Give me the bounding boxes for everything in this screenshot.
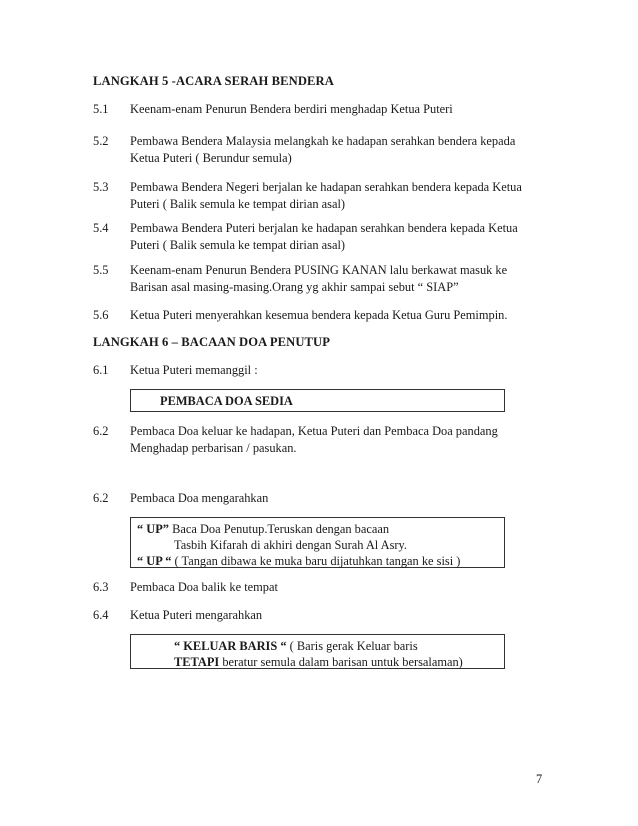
page-number: 7 — [536, 772, 543, 786]
command-line-3 — [137, 553, 504, 569]
item-number: 5.3 — [93, 180, 109, 194]
item-number: 6.2 — [93, 424, 109, 438]
section-heading-langkah-5: LANGKAH 5 -ACARA SERAH BENDERA — [93, 74, 334, 88]
item-number: 5.2 — [93, 134, 109, 148]
command-line-1 — [174, 638, 504, 654]
item-text: Pembaca Doa mengarahkan — [130, 491, 269, 505]
item-line-2: Barisan asal masing-masing.Orang yg akhir sampai sebut “ SIAP” — [130, 280, 459, 294]
command-box-pembaca-doa — [130, 389, 505, 412]
command-box-keluar-baris — [130, 634, 505, 669]
item-line-1: Pembawa Bendera Malaysia melangkah ke hadapan serahkan bendera kepada — [130, 134, 516, 148]
item-number: 5.1 — [93, 102, 109, 116]
item-number: 6.4 — [93, 608, 109, 622]
item-text: Ketua Puteri memanggil : — [130, 363, 258, 377]
command-up-label-2: “ UP “ — [137, 554, 172, 568]
item-line-2: Puteri ( Balik semula ke tempat dirian asal) — [130, 238, 346, 252]
command-box-up — [130, 517, 505, 568]
item-number: 5.6 — [93, 308, 109, 322]
item-line-2: Puteri ( Balik semula ke tempat dirian asal) — [130, 197, 346, 211]
command-text: PEMBACA DOA SEDIA — [160, 394, 293, 408]
item-number: 6.1 — [93, 363, 109, 377]
command-up-text-2: ( Tangan dibawa ke muka baru dijatuhkan tangan ke sisi ) — [171, 554, 461, 568]
item-line-1: Pembaca Doa keluar ke hadapan, Ketua Puteri dan Pembaca Doa pandang — [130, 424, 498, 438]
item-text: Pembaca Doa balik ke tempat — [130, 580, 278, 594]
item-text — [130, 179, 550, 213]
command-up-text: Baca Doa Penutup.Teruskan dengan bacaan — [169, 522, 390, 536]
item-number: 6.2 — [93, 491, 109, 505]
command-up-label: “ UP” — [137, 522, 170, 536]
item-number: 5.5 — [93, 263, 109, 277]
command-keluar-label: “ KELUAR BARIS “ — [174, 639, 287, 653]
item-line-2: Menghadap perbarisan / pasukan. — [130, 441, 297, 455]
item-text — [130, 133, 550, 167]
item-text: Ketua Puteri mengarahkan — [130, 608, 263, 622]
command-line-1 — [137, 521, 504, 537]
item-line-2: Ketua Puteri ( Berundur semula) — [130, 151, 292, 165]
item-text — [130, 262, 550, 296]
item-line-1: Pembawa Bendera Puteri berjalan ke hadapan serahkan bendera kepada Ketua — [130, 221, 518, 235]
item-line-1: Keenam-enam Penurun Bendera PUSING KANAN lalu berkawat masuk ke — [130, 263, 508, 277]
section-heading-langkah-6: LANGKAH 6 – BACAAN DOA PENUTUP — [93, 335, 331, 349]
command-line-2 — [174, 654, 504, 670]
item-text — [130, 423, 550, 457]
command-keluar-text: ( Baris gerak Keluar baris — [286, 639, 418, 653]
item-text: Ketua Puteri menyerahkan kesemua bendera kepada Ketua Guru Pemimpin. — [130, 308, 508, 322]
item-number: 5.4 — [93, 221, 109, 235]
command-tetapi-text: beratur semula dalam barisan untuk bersalaman) — [219, 655, 463, 669]
item-text: Keenam-enam Penurun Bendera berdiri menghadap Ketua Puteri — [130, 102, 453, 116]
command-tetapi-label: TETAPI — [174, 655, 220, 669]
command-line-2: Tasbih Kifarah di akhiri dengan Surah Al Asry. — [174, 538, 408, 552]
item-text — [130, 220, 550, 254]
item-number: 6.3 — [93, 580, 109, 594]
item-line-1: Pembawa Bendera Negeri berjalan ke hadapan serahkan bendera kepada Ketua — [130, 180, 522, 194]
